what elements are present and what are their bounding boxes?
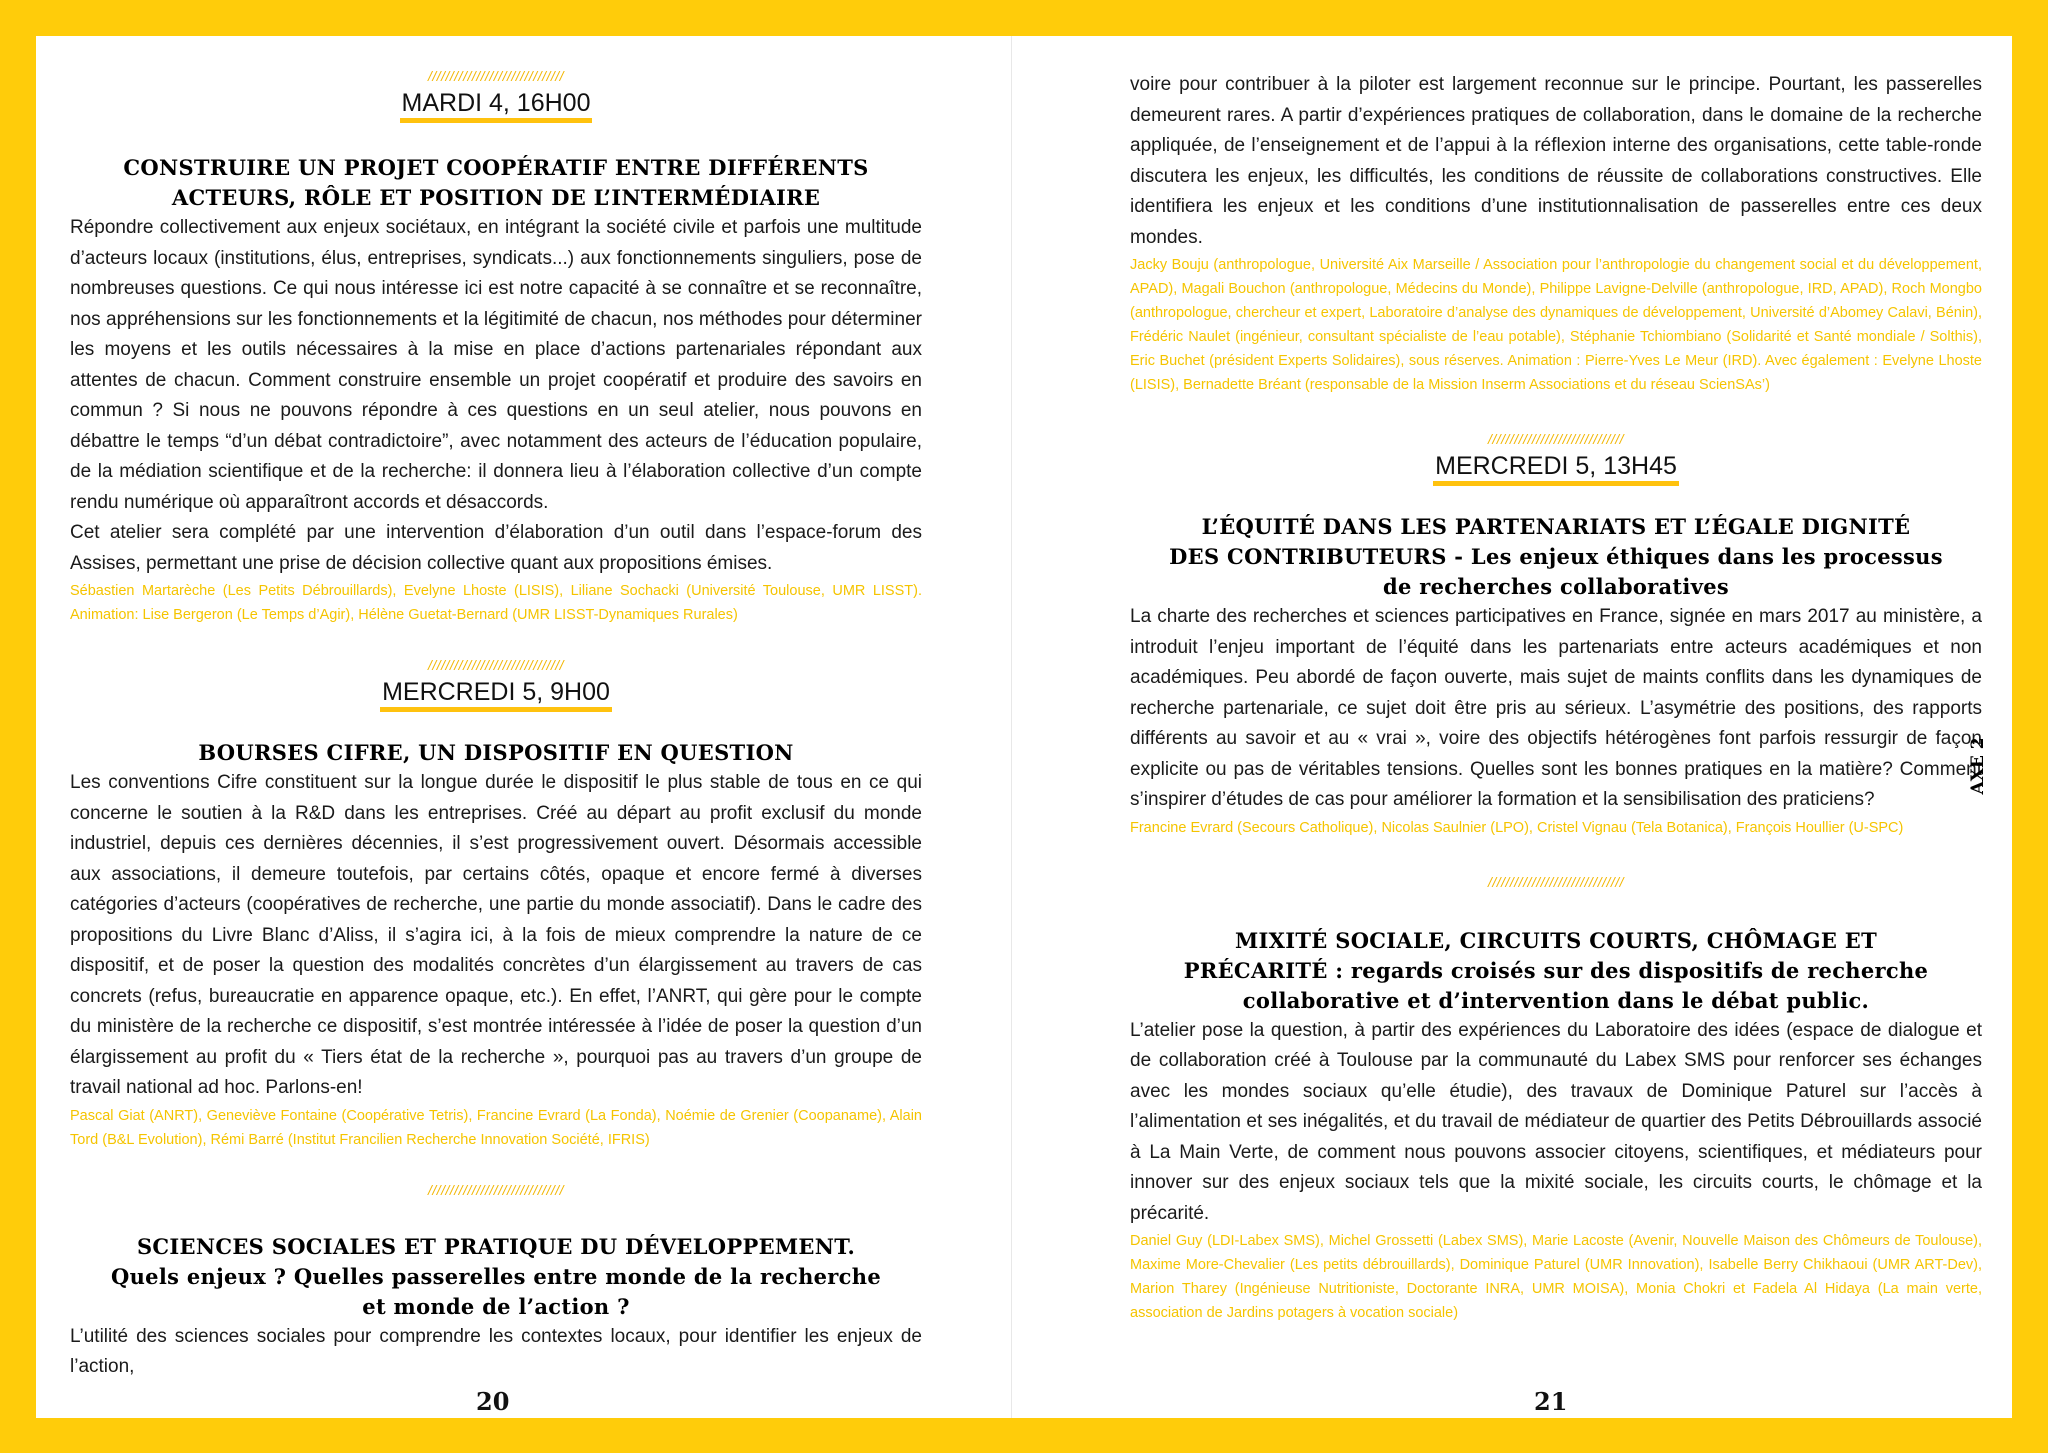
- session-description: L’utilité des sciences sociales pour comprendre les contextes locaux, pour identifier les enjeux de l’action,: [70, 1325, 922, 1377]
- session-description: La charte des recherches et sciences participatives en France, signée en mars 2017 au ministère, a introduit l’enjeu important de l’équité dans les partenariats entre acteurs académiques et non académiques. Peu abordé de façon ouverte, mais sujet de maints conflits dans les dynamiques de recherche partenariale, ce sujet doit être pris au sérieux. L’asymétrie des positions, des rapports différents au savoir et au « vrai », voire des objectifs hétérogènes font parfois ressurgir de façon explicite ou pas de véritables tensions. Quelles sont les bonnes pratiques en la matière? Comment s’inspirer d’études de cas pour améliorer la formation et la sensibilisation des praticiens?: [1130, 606, 1982, 810]
- session-speakers: Jacky Bouju (anthropologue, Université Aix Marseille / Association pour l’anthropologie du changement social et du développement, APAD), Magali Bouchon (anthropologue, Médecins du Monde), Philippe Lavigne-Delville (anthropologue, IRD, APAD), Roch Mongbo (anthropologue, chercheur et expert, Laboratoire d’analyse des dynamiques de développement, Université d’Abomey Calavi, Bénin), Frédéric Naulet (ingénieur, consultant spécialiste de l’eau potable), Stéphanie Tchiombiano (Solidarité et Santé mondiale / Solthis), Eric Buchet (président Experts Solidaires), sous réserves. Animation : Pierre-Yves Le Meur (IRD). Avec également : Evelyne Lhoste (LISIS), Bernadette Bréant (responsable de la Mission Inserm Associations et du réseau ScienSAs’): [1130, 257, 1982, 393]
- session-title-line: ACTEURS, RÔLE ET POSITION DE L’INTERMÉDIAIRE: [171, 185, 821, 210]
- session-title-line: PRÉCARITÉ : regards croisés sur des dispositifs de recherche: [1183, 957, 1929, 983]
- session-speakers: Pascal Giat (ANRT), Geneviève Fontaine (Coopérative Tetris), Francine Evrard (La Fonda), Noémie de Grenier (Coopaname), Alain Tord (B&L Evolution), Rémi Barré (Institut Francilien Recherche Innovation Société, IFRIS): [70, 1107, 922, 1148]
- session-speakers: Francine Evrard (Secours Catholique), Nicolas Saulnier (LPO), Cristel Vignau (Tela Botanica), François Houllier (U-SPC): [1130, 819, 1904, 836]
- axis-side-label: [1966, 726, 1990, 806]
- session-speakers: Daniel Guy (LDI-Labex SMS), Michel Grossetti (Labex SMS), Marie Lacoste (Avenir, Nouvelle Maison des Chômeurs de Toulouse), Maxime More-Chevalier (Les petits débrouillards), Dominique Paturel (UMR Innovation), Isabelle Berry Chikhaoui (UMR ART-Dev), Marion Tharey (Ingénieuse Nutritioniste, Doctorante INRA, UMR MOISA), Monia Chokri et Fadela Al Hidaya (La main verte, association de Jardins potagers à vocation sociale): [1130, 1233, 1982, 1321]
- session-title-line: BOURSES CIFRE, UN DISPOSITIF EN QUESTION: [198, 740, 794, 765]
- right-column: [1130, 70, 1982, 1325]
- section-separator: ///////////////////////////////: [427, 68, 565, 84]
- session-date: MERCREDI 5, 9H00: [380, 677, 612, 712]
- session-intermediaire: [70, 68, 922, 627]
- session-title-line: Quels enjeux ? Quelles passerelles entre monde de la recherche: [111, 1263, 881, 1289]
- session-description-extra: Cet atelier sera complété par une intervention d’élaboration d’un outil dans l’espace-forum des Assises, permettant une prise de décision collective quant aux propositions émises.: [70, 522, 922, 574]
- section-separator: ///////////////////////////////: [1487, 873, 1625, 890]
- session-description: voire pour contribuer à la piloter est largement reconnue sur le principe. Pourtant, les passerelles demeurent rares. A partir d’expériences pratiques de collaboration, dans le domaine de la recherche appliquée, de l’enseignement et de l’appui à la réflexion interne des organisations, cette table-ronde discutera les enjeux, les difficultés, les conditions de réussite de collaborations constructives. Elle identifiera les enjeux et les conditions d’une institutionnalisation de passerelles entre ces deux mondes.: [1130, 74, 1982, 248]
- section-separator: ///////////////////////////////: [427, 1181, 565, 1198]
- left-column: [70, 68, 922, 1383]
- session-title-line: L’ÉQUITÉ DANS LES PARTENARIATS ET L’ÉGALE DIGNITÉ: [1201, 514, 1911, 539]
- session-continuation: [1130, 70, 1982, 397]
- session-description: Les conventions Cifre constituent sur la longue durée le dispositif le plus stable de tous en ce qui concerne le soutien à la R&D dans les entreprises. Créé au départ au profit exclusif du monde industriel, depuis ces dernières décennies, il s’est progressivement ouvert. Désormais accessible aux associations, il demeure toutefois, par certains côtés, opaque et encore fermé à diverses catégories d’acteurs (coopératives de recherche, une partie du monde associatif). Dans le cadre des propositions du Livre Blanc d’Aliss, il s’agira ici, à la fois de mieux comprendre la nature de ce dispositif, et de poser la question des modalités concrètes d’un élargissement au travers de cas concrets (refus, bureaucratie en apparence opaque, etc.). En effet, l’ANRT, qui gère pour le compte du ministère de la recherche ce dispositif, s’est montrée intéressée à l’idée de poser la question d’un élargissement au profit du « Tiers état de la recherche », pourquoi pas au travers d’un groupe de travail national ad hoc. Parlons-en!: [70, 772, 922, 1098]
- left-page: [36, 36, 1011, 1418]
- session-title-line: MIXITÉ SOCIALE, CIRCUITS COURTS, CHÔMAGE ET: [1235, 927, 1877, 953]
- session-date: MERCREDI 5, 13H45: [1433, 451, 1679, 486]
- axe-label-text: AXE 2: [1968, 737, 1988, 795]
- session-equite: [1130, 431, 1982, 840]
- session-title-line: CONSTRUIRE UN PROJET COOPÉRATIF ENTRE DIFFÉRENTS: [123, 155, 869, 180]
- session-title-line: DES CONTRIBUTEURS - Les enjeux éthiques dans les processus: [1169, 544, 1943, 569]
- session-title-line: collaborative et d’intervention dans le débat public.: [1242, 987, 1870, 1013]
- session-cifre: [70, 657, 922, 1152]
- session-description: Répondre collectivement aux enjeux sociétaux, en intégrant la société civile et parfois une multitude d’acteurs locaux (institutions, élus, entreprises, syndicats...) aux fonctionnements singuliers, pose de nombreuses questions. Ce qui nous intéresse ici est notre capacité à se connaître et se reconnaître, nos appréhensions sur les fonctionnements et la légitimité de chacun, nos méthodes pour déterminer les moyens et les outils nécessaires à la mise en place d’actions partenariales répondant aux attentes de chacun. Comment construire ensemble un projet coopératif et produire des savoirs en commun ? Si nous ne pouvons répondre à ces questions en un seul atelier, nous pouvons en débattre le temps “d’un débat contradictoire”, avec notamment des acteurs de l’éducation populaire, de la médiation scientifique et de la recherche: il donnera lieu à l’élaboration collective d’un compte rendu numérique où apparaîtront accords et désaccords.: [70, 217, 922, 513]
- session-mixite: [1130, 874, 1982, 1326]
- session-date: MARDI 4, 16H00: [400, 88, 593, 123]
- session-title-line: et monde de l’action ?: [362, 1293, 630, 1319]
- session-speakers: Sébastien Martarèche (Les Petits Débrouillards), Evelyne Lhoste (LISIS), Liliane Sochacki (Université Toulouse, UMR LISST). Animation: Lise Bergeron (Le Temps d’Agir), Hélène Guetat-Bernard (UMR LISST-Dynamiques Rurales): [70, 583, 922, 623]
- session-title-line: SCIENCES SOCIALES ET PRATIQUE DU DÉVELOPPEMENT.: [136, 1233, 856, 1259]
- page-number: 20: [476, 1387, 510, 1416]
- right-page: [1011, 36, 2012, 1418]
- section-separator: ///////////////////////////////: [427, 657, 565, 673]
- session-sciences-sociales: [70, 1182, 922, 1383]
- section-separator: ///////////////////////////////: [1487, 431, 1625, 447]
- session-title-line: de recherches collaboratives: [1383, 574, 1729, 599]
- session-description: L’atelier pose la question, à partir des expériences du Laboratoire des idées (espace de dialogue et de collaboration créé à Toulouse par la communauté du Labex SMS pour renforcer ses échanges avec les mondes sociaux qu’elle étudie), des travaux de Dominique Paturel sur l’accès à l’alimentation et ses inégalités, et du travail de médiateur de quartier des Petits Débrouillards associé à La Main Verte, de comment nous pouvons associer citoyens, scientifiques, et médiateurs pour innover sur des enjeux sociaux tels que la mixité sociale, les circuits courts, le chômage et la précarité.: [1130, 1019, 1982, 1224]
- page-number: 21: [1534, 1387, 1568, 1416]
